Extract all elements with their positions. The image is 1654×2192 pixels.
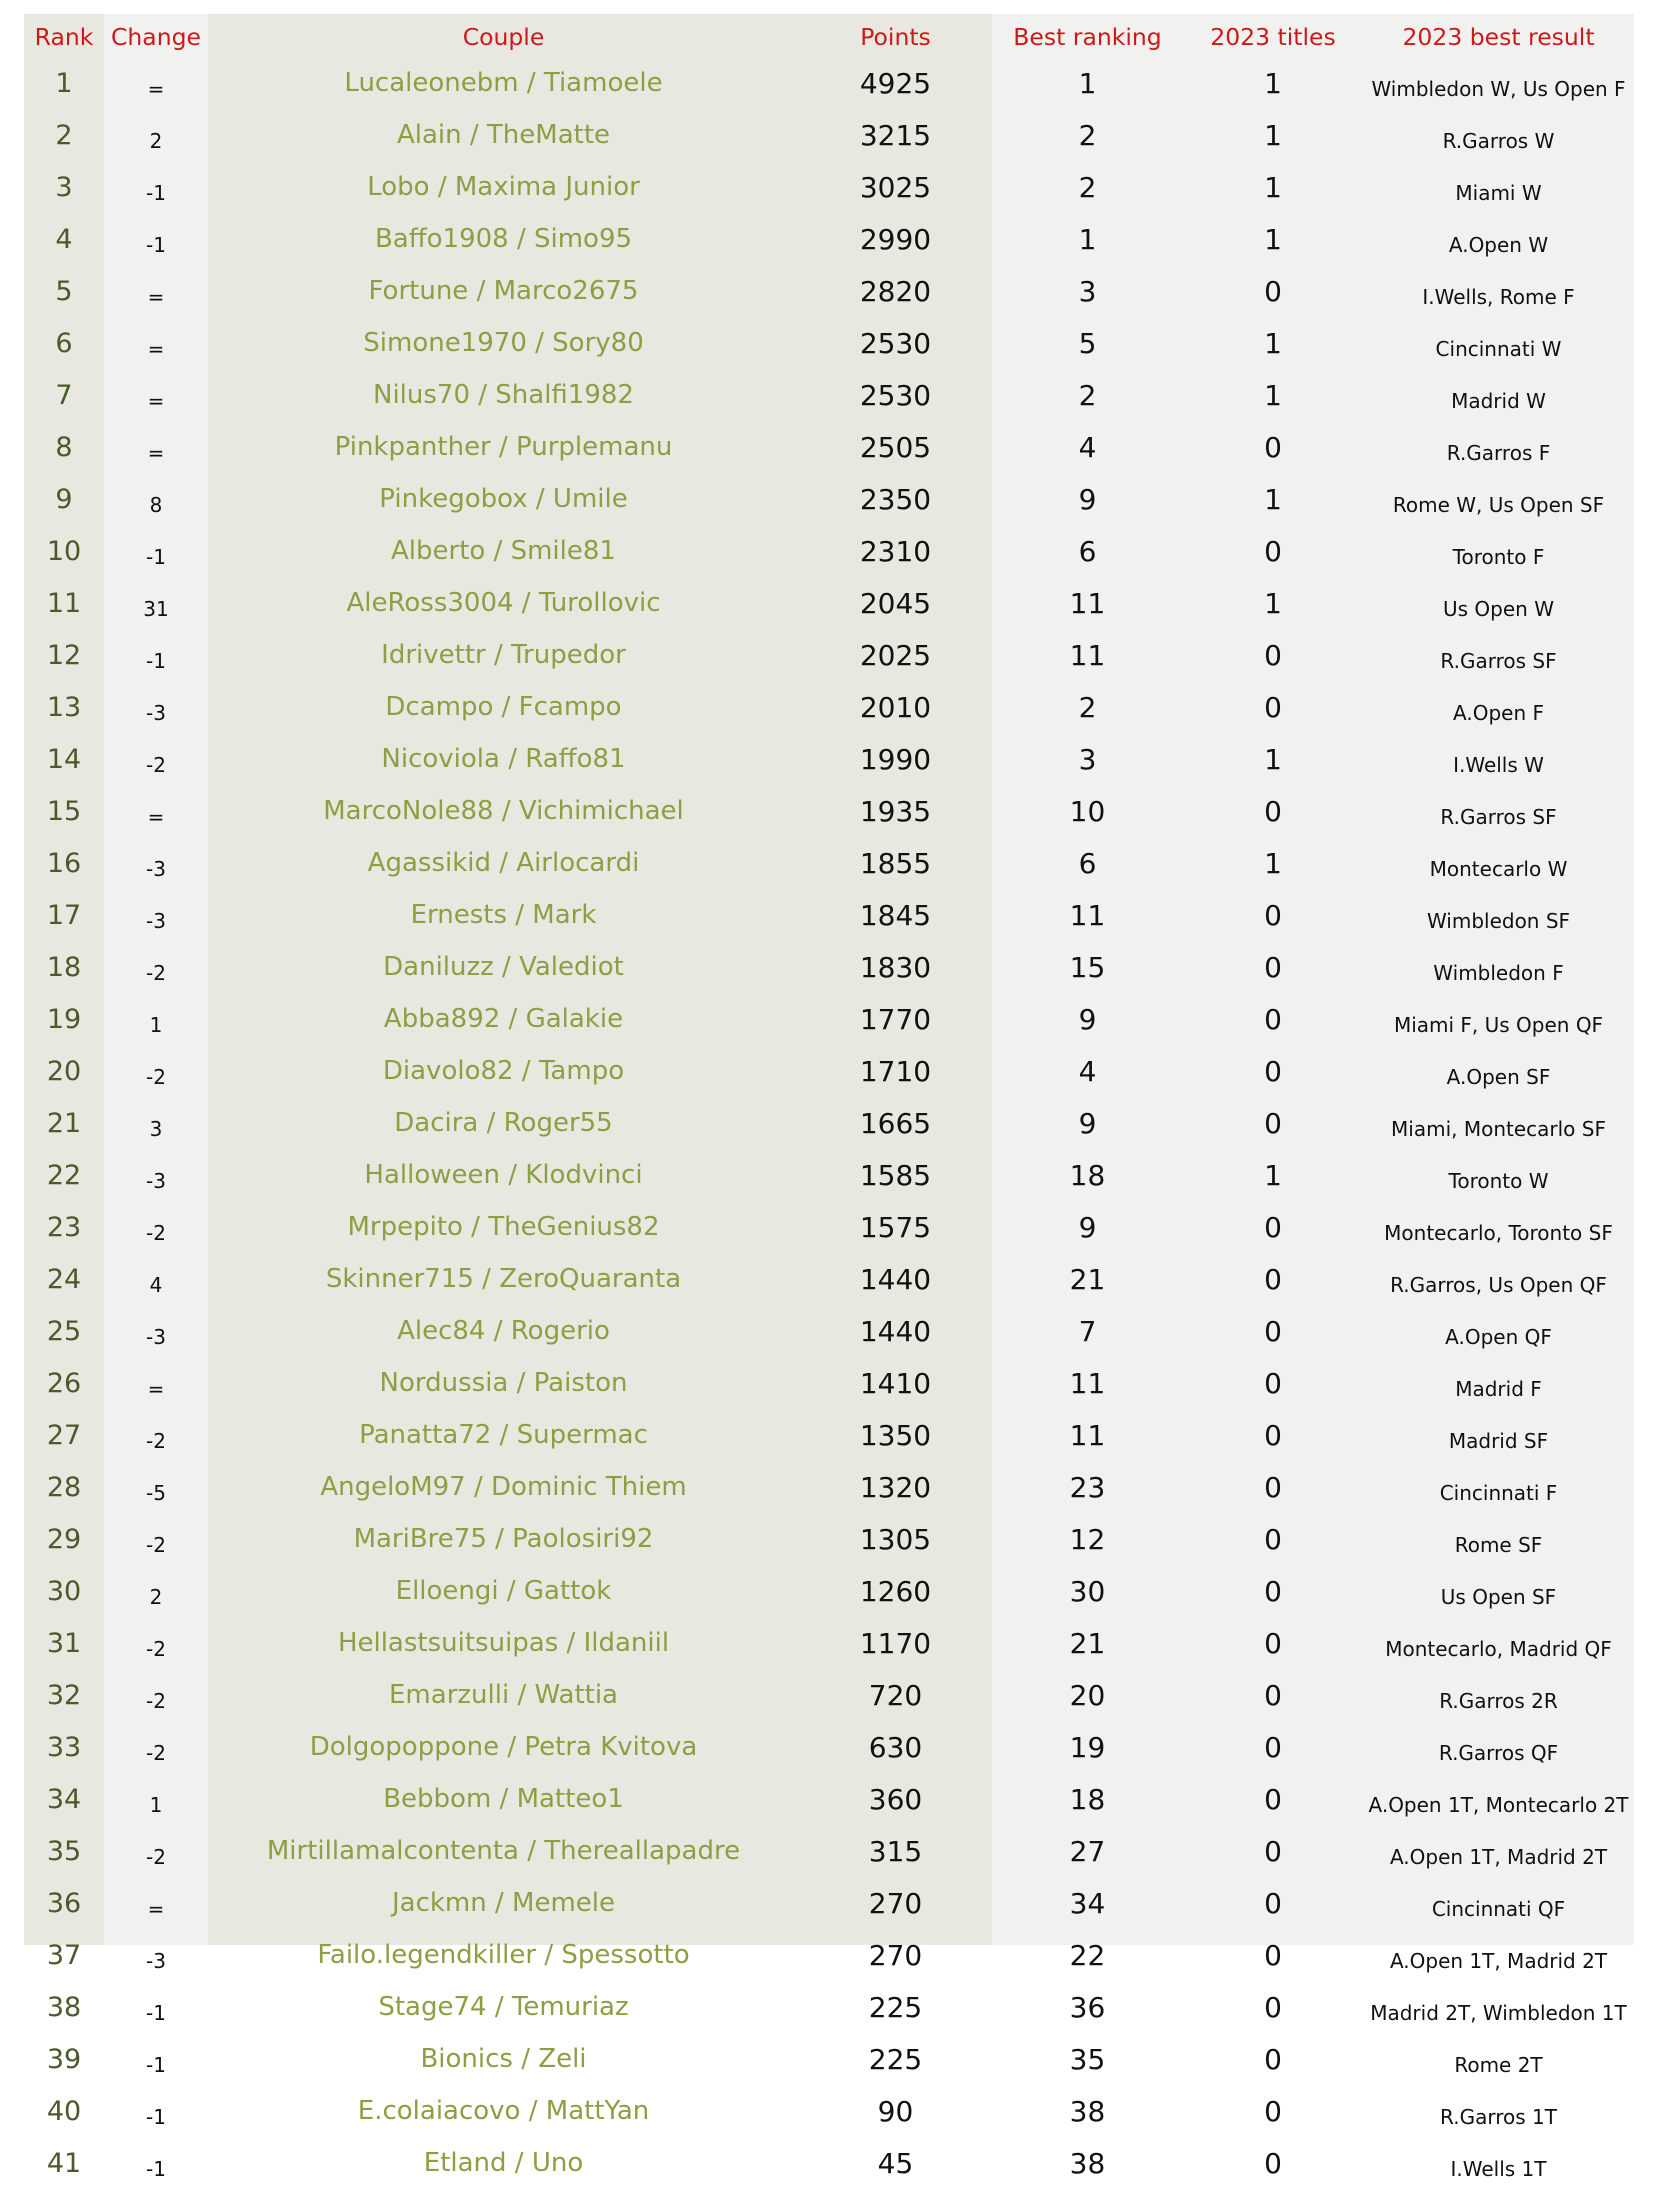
best-ranking-cell: 11: [1069, 1366, 1106, 1400]
points-cell: 2025: [859, 638, 932, 672]
couple-cell: Dcampo / Fcampo: [385, 692, 622, 722]
rank-cell: 17: [46, 899, 82, 931]
couple-cell: Daniluzz / Valediot: [383, 952, 624, 982]
rank-cell: 34: [46, 1783, 82, 1815]
points-cell: 1770: [859, 1002, 932, 1036]
rank-cell: 22: [46, 1159, 82, 1191]
couple-cell: Fortune / Marco2675: [368, 276, 639, 306]
best-result-cell: A.Open QF: [1445, 1325, 1552, 1349]
points-cell: 1830: [859, 950, 932, 984]
rank-cell: 32: [46, 1679, 82, 1711]
best-ranking-cell: 11: [1069, 586, 1106, 620]
best-result-cell: Cincinnati QF: [1431, 1897, 1566, 1921]
titles-cell: 0: [1264, 1106, 1282, 1140]
change-cell: -2: [146, 1533, 166, 1557]
best-result-cell: Rome SF: [1454, 1533, 1543, 1557]
change-cell: -3: [146, 857, 166, 881]
best-ranking-cell: 9: [1078, 1002, 1097, 1036]
couple-cell: AleRoss3004 / Turollovic: [346, 588, 661, 618]
couple-cell: Skinner715 / ZeroQuaranta: [325, 1264, 682, 1294]
couple-cell: Stage74 / Temuriaz: [378, 1992, 629, 2022]
best-ranking-cell: 22: [1069, 1938, 1106, 1972]
points-cell: 2350: [859, 482, 932, 516]
best-ranking-cell: 2: [1078, 170, 1097, 204]
couple-cell: Dolgopoppone / Petra Kvitova: [309, 1732, 698, 1762]
titles-cell: 0: [1264, 1834, 1282, 1868]
rank-cell: 6: [55, 327, 73, 359]
points-cell: 2530: [859, 378, 932, 412]
couple-cell: Bebbom / Matteo1: [383, 1784, 624, 1814]
titles-cell: 0: [1264, 2146, 1282, 2180]
best-ranking-cell: 7: [1078, 1314, 1097, 1348]
change-cell: -3: [146, 1325, 166, 1349]
titles-cell: 0: [1264, 1886, 1282, 1920]
couple-cell: MariBre75 / Paolosiri92: [353, 1524, 654, 1554]
rank-cell: 36: [46, 1887, 82, 1919]
rank-cell: 37: [46, 1939, 82, 1971]
points-cell: 3025: [859, 170, 932, 204]
rank-cell: 4: [55, 223, 73, 255]
titles-cell: 0: [1264, 690, 1282, 724]
best-result-cell: I.Wells 1T: [1450, 2157, 1547, 2181]
best-result-cell: Rome 2T: [1454, 2053, 1543, 2077]
points-cell: 360: [868, 1782, 923, 1816]
points-cell: 4925: [859, 66, 932, 100]
ranking-table: [24, 14, 1634, 2181]
rank-cell: 38: [46, 1991, 82, 2023]
best-ranking-cell: 11: [1069, 898, 1106, 932]
best-ranking-cell: 9: [1078, 1106, 1097, 1140]
titles-cell: 0: [1264, 1990, 1282, 2024]
change-cell: -2: [146, 753, 166, 777]
change-cell: =: [147, 285, 165, 309]
best-result-cell: Wimbledon W, Us Open F: [1371, 77, 1626, 101]
points-cell: 1935: [859, 794, 932, 828]
change-cell: -2: [146, 1741, 166, 1765]
points-cell: 2530: [859, 326, 932, 360]
titles-cell: 0: [1264, 1938, 1282, 1972]
best-ranking-cell: 35: [1069, 2042, 1106, 2076]
best-ranking-cell: 30: [1069, 1574, 1106, 1608]
titles-cell: 1: [1264, 586, 1282, 620]
titles-cell: 1: [1264, 118, 1282, 152]
best-result-cell: Montecarlo W: [1429, 857, 1568, 881]
couple-cell: Etland / Uno: [423, 2148, 584, 2178]
rank-cell: 5: [55, 275, 73, 307]
best-result-cell: R.Garros QF: [1438, 1741, 1559, 1765]
rank-cell: 33: [46, 1731, 82, 1763]
points-cell: 1305: [859, 1522, 932, 1556]
titles-cell: 0: [1264, 794, 1282, 828]
best-ranking-cell: 23: [1069, 1470, 1106, 1504]
titles-cell: 1: [1264, 222, 1282, 256]
change-cell: =: [147, 441, 165, 465]
couple-cell: Dacira / Roger55: [394, 1108, 613, 1138]
titles-cell: 1: [1264, 170, 1282, 204]
change-cell: -3: [146, 909, 166, 933]
best-ranking-cell: 38: [1069, 2094, 1106, 2128]
points-cell: 225: [868, 1990, 923, 2024]
points-cell: 2045: [859, 586, 932, 620]
titles-cell: 0: [1264, 950, 1282, 984]
change-cell: =: [147, 1377, 165, 1401]
change-cell: -2: [146, 1637, 166, 1661]
points-cell: 270: [868, 1886, 923, 1920]
rank-cell: 20: [46, 1055, 82, 1087]
couple-cell: Emarzulli / Wattia: [389, 1680, 618, 1710]
change-cell: 2: [149, 129, 163, 153]
rank-cell: 12: [46, 639, 82, 671]
change-cell: =: [147, 337, 165, 361]
points-cell: 2505: [859, 430, 932, 464]
couple-cell: Alec84 / Rogerio: [397, 1316, 610, 1346]
change-cell: =: [147, 1897, 165, 1921]
points-cell: 1410: [859, 1366, 932, 1400]
couple-cell: Nordussia / Paiston: [379, 1368, 628, 1398]
best-ranking-cell: 6: [1078, 846, 1097, 880]
best-result-cell: Wimbledon SF: [1426, 909, 1571, 933]
titles-cell: 0: [1264, 1002, 1282, 1036]
rank-cell: 7: [55, 379, 73, 411]
change-cell: -2: [146, 961, 166, 985]
header-best-result: 2023 best result: [1402, 23, 1595, 51]
points-cell: 2820: [859, 274, 932, 308]
change-cell: 3: [149, 1117, 163, 1141]
couple-cell: E.colaiacovo / MattYan: [357, 2096, 650, 2126]
rank-cell: 11: [46, 587, 82, 619]
change-cell: -3: [146, 1949, 166, 1973]
best-ranking-cell: 18: [1069, 1158, 1106, 1192]
titles-cell: 1: [1264, 66, 1282, 100]
best-result-cell: Miami F, Us Open QF: [1393, 1013, 1604, 1037]
titles-cell: 0: [1264, 1314, 1282, 1348]
best-ranking-cell: 4: [1078, 430, 1097, 464]
points-cell: 1260: [859, 1574, 932, 1608]
titles-cell: 0: [1264, 1366, 1282, 1400]
best-ranking-cell: 4: [1078, 1054, 1097, 1088]
couple-cell: MarcoNole88 / Vichimichael: [323, 796, 684, 826]
titles-cell: 1: [1264, 742, 1282, 776]
titles-cell: 0: [1264, 1210, 1282, 1244]
points-cell: 225: [868, 2042, 923, 2076]
couple-cell: Jackmn / Memele: [391, 1888, 616, 1918]
change-cell: -2: [146, 1845, 166, 1869]
titles-cell: 1: [1264, 326, 1282, 360]
couple-cell: Mirtillamalcontenta / Thereallapadre: [266, 1836, 741, 1866]
rank-cell: 9: [55, 483, 73, 515]
header-points: Points: [860, 23, 931, 51]
rank-cell: 25: [46, 1315, 82, 1347]
points-cell: 2310: [859, 534, 932, 568]
titles-cell: 0: [1264, 638, 1282, 672]
rank-cell: 18: [46, 951, 82, 983]
best-result-cell: Montecarlo, Toronto SF: [1384, 1221, 1613, 1245]
points-cell: 2990: [859, 222, 932, 256]
best-ranking-cell: 1: [1078, 66, 1097, 100]
titles-cell: 0: [1264, 1782, 1282, 1816]
couple-cell: Ernests / Mark: [410, 900, 597, 930]
best-result-cell: R.Garros W: [1442, 129, 1555, 153]
best-ranking-cell: 5: [1078, 326, 1097, 360]
best-result-cell: R.Garros F: [1446, 441, 1551, 465]
rank-cell: 3: [55, 171, 73, 203]
points-cell: 1990: [859, 742, 932, 776]
best-result-cell: R.Garros SF: [1440, 805, 1557, 829]
header-best-ranking: Best ranking: [1013, 23, 1162, 51]
titles-cell: 0: [1264, 274, 1282, 308]
best-ranking-cell: 11: [1069, 1418, 1106, 1452]
header-change: Change: [111, 23, 201, 51]
change-cell: 8: [149, 493, 163, 517]
titles-cell: 0: [1264, 1574, 1282, 1608]
change-cell: -1: [146, 649, 166, 673]
couple-cell: Alain / TheMatte: [396, 120, 611, 150]
best-result-cell: R.Garros, Us Open QF: [1390, 1273, 1607, 1297]
rank-cell: 28: [46, 1471, 82, 1503]
titles-cell: 0: [1264, 898, 1282, 932]
couple-cell: Nilus70 / Shalfi1982: [373, 380, 634, 410]
rank-cell: 24: [46, 1263, 82, 1295]
couple-cell: Abba892 / Galakie: [383, 1004, 624, 1034]
points-cell: 1665: [859, 1106, 932, 1140]
points-cell: 1320: [859, 1470, 932, 1504]
best-ranking-cell: 11: [1069, 638, 1106, 672]
best-ranking-cell: 2: [1078, 690, 1097, 724]
change-cell: 1: [149, 1013, 163, 1037]
titles-cell: 1: [1264, 378, 1282, 412]
rank-cell: 1: [55, 67, 73, 99]
points-cell: 1440: [859, 1314, 932, 1348]
change-cell: -1: [146, 233, 166, 257]
best-result-cell: Cincinnati F: [1439, 1481, 1558, 1505]
couple-cell: Elloengi / Gattok: [395, 1576, 612, 1606]
points-cell: 2010: [859, 690, 932, 724]
rank-cell: 21: [46, 1107, 82, 1139]
best-ranking-cell: 9: [1078, 1210, 1097, 1244]
couple-cell: Pinkegobox / Umile: [379, 484, 628, 514]
couple-cell: Mrpepito / TheGenius82: [347, 1212, 660, 1242]
titles-cell: 0: [1264, 1730, 1282, 1764]
rank-cell: 16: [46, 847, 82, 879]
best-result-cell: Miami W: [1455, 181, 1542, 205]
rank-cell: 39: [46, 2043, 82, 2075]
best-ranking-cell: 20: [1069, 1678, 1106, 1712]
rank-cell: 29: [46, 1523, 82, 1555]
best-ranking-cell: 21: [1069, 1626, 1106, 1660]
best-ranking-cell: 36: [1069, 1990, 1106, 2024]
titles-cell: 0: [1264, 430, 1282, 464]
change-cell: -1: [146, 2105, 166, 2129]
rank-cell: 27: [46, 1419, 82, 1451]
table-grid: [24, 14, 1634, 2192]
points-cell: 720: [868, 1678, 923, 1712]
header-couple: Couple: [462, 23, 545, 51]
change-cell: -3: [146, 701, 166, 725]
change-cell: -5: [146, 1481, 166, 1505]
best-ranking-cell: 19: [1069, 1730, 1106, 1764]
change-cell: 4: [149, 1273, 163, 1297]
change-cell: -1: [146, 2157, 166, 2181]
couple-cell: Pinkpanther / Purplemanu: [334, 432, 673, 462]
best-result-cell: A.Open F: [1453, 701, 1544, 725]
change-cell: -3: [146, 1169, 166, 1193]
best-result-cell: R.Garros 2R: [1439, 1689, 1558, 1713]
best-result-cell: A.Open 1T, Madrid 2T: [1389, 1949, 1608, 1973]
best-result-cell: Madrid SF: [1448, 1429, 1549, 1453]
couple-cell: Lobo / Maxima Junior: [367, 172, 640, 202]
change-cell: 31: [143, 597, 169, 621]
best-ranking-cell: 27: [1069, 1834, 1106, 1868]
best-result-cell: A.Open 1T, Madrid 2T: [1389, 1845, 1608, 1869]
change-cell: -1: [146, 2001, 166, 2025]
couple-cell: Baffo1908 / Simo95: [374, 224, 633, 254]
couple-cell: Lucaleonebm / Tiamoele: [344, 68, 663, 98]
change-cell: -2: [146, 1429, 166, 1453]
points-cell: 1350: [859, 1418, 932, 1452]
best-result-cell: R.Garros 1T: [1440, 2105, 1557, 2129]
titles-cell: 0: [1264, 1626, 1282, 1660]
titles-cell: 0: [1264, 1054, 1282, 1088]
best-result-cell: Rome W, Us Open SF: [1392, 493, 1605, 517]
titles-cell: 0: [1264, 1418, 1282, 1452]
best-result-cell: Wimbledon F: [1433, 961, 1564, 985]
best-result-cell: Madrid 2T, Wimbledon 1T: [1370, 2001, 1627, 2025]
change-cell: -2: [146, 1065, 166, 1089]
rank-cell: 30: [46, 1575, 82, 1607]
couple-cell: Halloween / Klodvinci: [364, 1160, 643, 1190]
titles-cell: 0: [1264, 1522, 1282, 1556]
best-ranking-cell: 34: [1069, 1886, 1106, 1920]
points-cell: 1845: [859, 898, 932, 932]
best-ranking-cell: 18: [1069, 1782, 1106, 1816]
rank-cell: 15: [46, 795, 82, 827]
titles-cell: 0: [1264, 2042, 1282, 2076]
couple-cell: Failo.legendkiller / Spessotto: [317, 1940, 690, 1970]
best-result-cell: Toronto F: [1452, 545, 1545, 569]
titles-cell: 0: [1264, 1678, 1282, 1712]
rank-cell: 19: [46, 1003, 82, 1035]
points-cell: 630: [868, 1730, 923, 1764]
change-cell: =: [147, 389, 165, 413]
points-cell: 1855: [859, 846, 932, 880]
points-cell: 1585: [859, 1158, 932, 1192]
change-cell: -1: [146, 181, 166, 205]
rank-cell: 26: [46, 1367, 82, 1399]
points-cell: 1440: [859, 1262, 932, 1296]
rank-cell: 40: [46, 2095, 82, 2127]
best-ranking-cell: 1: [1078, 222, 1097, 256]
best-result-cell: Cincinnati W: [1435, 337, 1562, 361]
titles-cell: 0: [1264, 534, 1282, 568]
rank-cell: 2: [55, 119, 73, 151]
best-result-cell: Us Open SF: [1440, 1585, 1557, 1609]
change-cell: =: [147, 77, 165, 101]
change-cell: -1: [146, 2053, 166, 2077]
points-cell: 1710: [859, 1054, 932, 1088]
couple-cell: Bionics / Zeli: [420, 2044, 587, 2074]
points-cell: 1170: [859, 1626, 932, 1660]
change-cell: -2: [146, 1221, 166, 1245]
best-ranking-cell: 15: [1069, 950, 1106, 984]
couple-cell: Hellastsuitsuipas / Ildaniil: [337, 1628, 670, 1658]
best-ranking-cell: 21: [1069, 1262, 1106, 1296]
best-result-cell: R.Garros SF: [1440, 649, 1557, 673]
rank-cell: 31: [46, 1627, 82, 1659]
best-ranking-cell: 12: [1069, 1522, 1106, 1556]
couple-cell: Idrivettr / Trupedor: [381, 640, 626, 670]
best-ranking-cell: 3: [1078, 742, 1097, 776]
best-result-cell: A.Open W: [1448, 233, 1549, 257]
best-ranking-cell: 6: [1078, 534, 1097, 568]
best-result-cell: I.Wells W: [1453, 753, 1544, 777]
header-titles: 2023 titles: [1210, 23, 1336, 51]
best-result-cell: Us Open W: [1443, 597, 1554, 621]
best-ranking-cell: 9: [1078, 482, 1097, 516]
rank-cell: 35: [46, 1835, 82, 1867]
points-cell: 1575: [859, 1210, 932, 1244]
header-rank: Rank: [34, 23, 94, 51]
best-ranking-cell: 3: [1078, 274, 1097, 308]
change-cell: -1: [146, 545, 166, 569]
titles-cell: 0: [1264, 1262, 1282, 1296]
best-ranking-cell: 2: [1078, 118, 1097, 152]
couple-cell: Panatta72 / Supermac: [359, 1420, 648, 1450]
couple-cell: Diavolo82 / Tampo: [382, 1056, 625, 1086]
points-cell: 315: [868, 1834, 923, 1868]
couple-cell: Agassikid / Airlocardi: [367, 848, 640, 878]
titles-cell: 1: [1264, 1158, 1282, 1192]
rank-cell: 14: [46, 743, 82, 775]
rank-cell: 8: [55, 431, 73, 463]
best-ranking-cell: 2: [1078, 378, 1097, 412]
change-cell: =: [147, 805, 165, 829]
change-cell: 2: [149, 1585, 163, 1609]
best-result-cell: I.Wells, Rome F: [1422, 285, 1575, 309]
couple-cell: Alberto / Smile81: [391, 536, 616, 566]
change-cell: -2: [146, 1689, 166, 1713]
best-result-cell: Madrid W: [1451, 389, 1546, 413]
best-result-cell: A.Open SF: [1446, 1065, 1551, 1089]
rank-cell: 13: [46, 691, 82, 723]
titles-cell: 1: [1264, 846, 1282, 880]
best-result-cell: Montecarlo, Madrid QF: [1385, 1637, 1612, 1661]
best-result-cell: A.Open 1T, Montecarlo 2T: [1368, 1793, 1629, 1817]
points-cell: 3215: [859, 118, 932, 152]
couple-cell: Nicoviola / Raffo81: [381, 744, 626, 774]
titles-cell: 0: [1264, 1470, 1282, 1504]
rank-cell: 41: [46, 2147, 82, 2179]
points-cell: 270: [868, 1938, 923, 1972]
best-result-cell: Toronto W: [1448, 1169, 1549, 1193]
rank-cell: 23: [46, 1211, 82, 1243]
couple-cell: AngeloM97 / Dominic Thiem: [320, 1472, 687, 1502]
titles-cell: 1: [1264, 482, 1282, 516]
best-result-cell: Miami, Montecarlo SF: [1391, 1117, 1606, 1141]
couple-cell: Simone1970 / Sory80: [363, 328, 644, 358]
points-cell: 90: [877, 2094, 914, 2128]
change-cell: 1: [149, 1793, 163, 1817]
points-cell: 45: [877, 2146, 914, 2180]
best-ranking-cell: 38: [1069, 2146, 1106, 2180]
best-ranking-cell: 10: [1069, 794, 1106, 828]
titles-cell: 0: [1264, 2094, 1282, 2128]
best-result-cell: Madrid F: [1455, 1377, 1542, 1401]
rank-cell: 10: [46, 535, 82, 567]
